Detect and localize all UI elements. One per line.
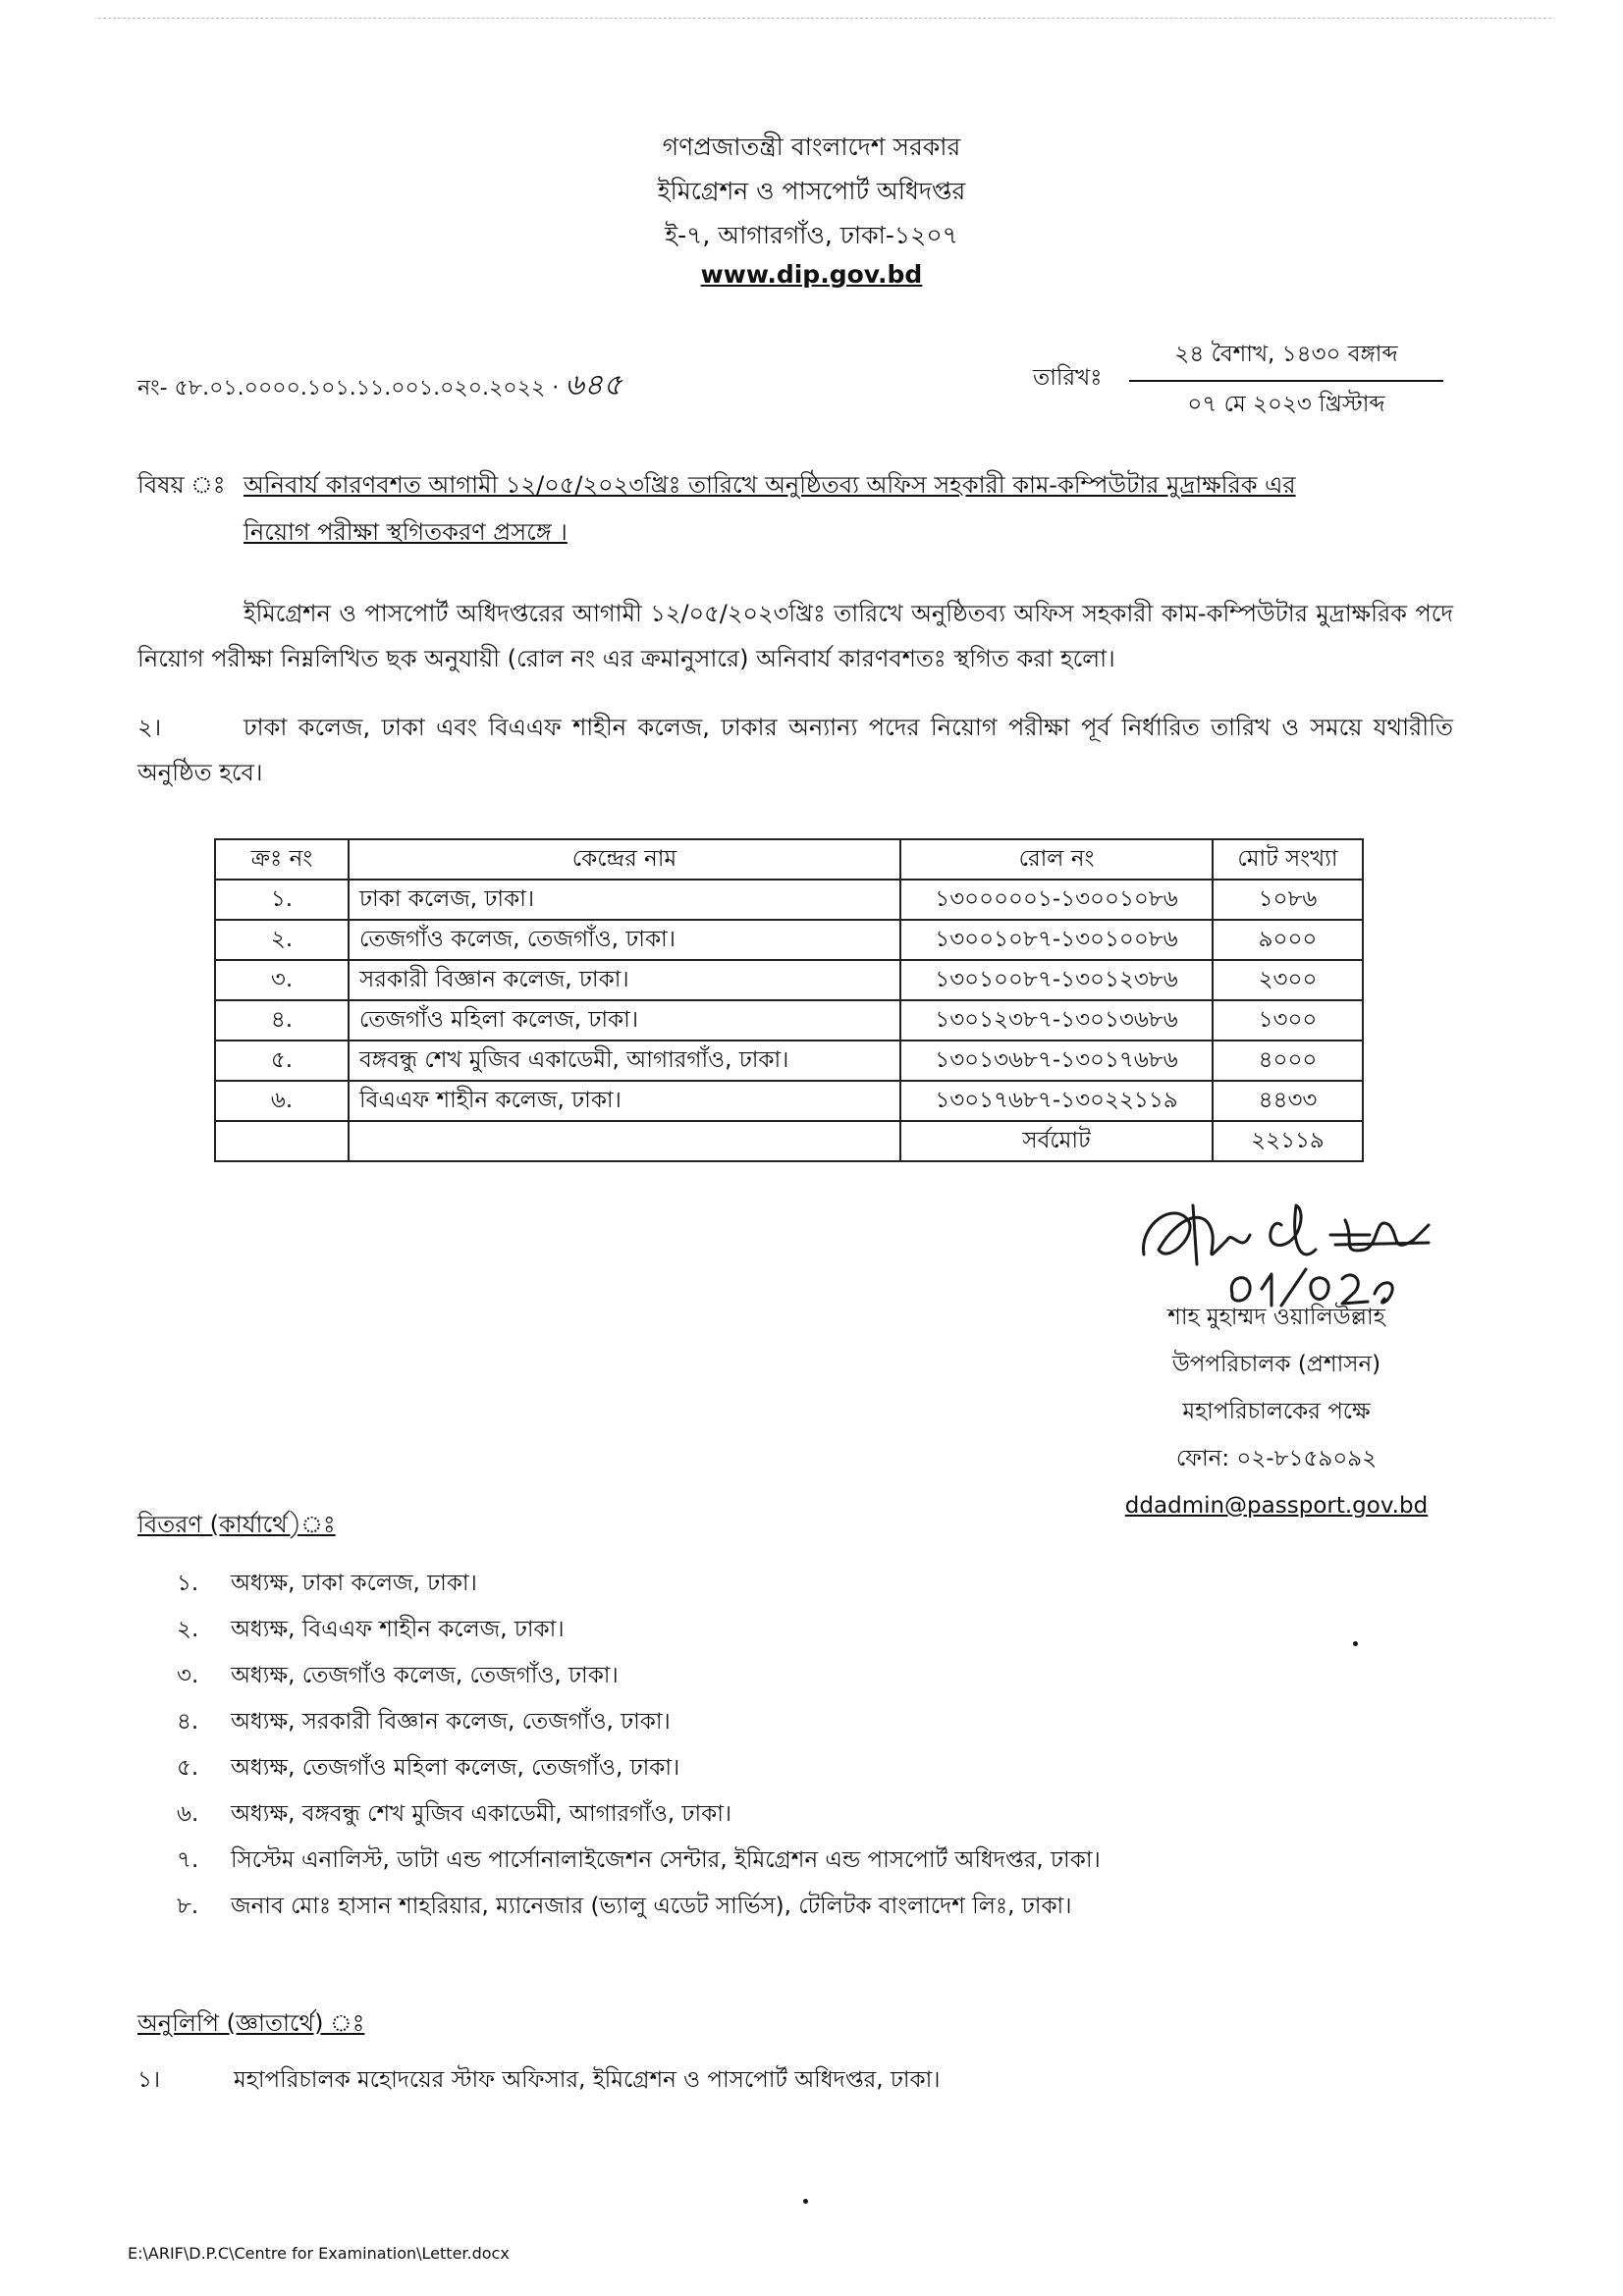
date-bangla: ২৪ বৈশাখ, ১৪৩০ বঙ্গাব্দ: [1174, 342, 1398, 367]
list-item: ১. অধ্যক্ষ, ঢাকা কলেজ, ঢাকা।: [177, 1571, 477, 1596]
cell-center: সরকারী বিজ্ঞান কলেজ, ঢাকা।: [349, 960, 900, 1000]
cell-center: বিএএফ শাহীন কলেজ, ঢাকা।: [349, 1081, 900, 1121]
cell-sl: ৫.: [215, 1041, 349, 1081]
distribution-list: [177, 1561, 1101, 1930]
signatory-designation: উপপরিচালক (প্রশাসন): [1171, 1352, 1381, 1377]
exam-center-table: [214, 838, 1364, 1162]
table-row: [215, 960, 1363, 1000]
memo-handwritten-number: ৬৪৫: [565, 368, 622, 402]
table-row: [215, 1000, 1363, 1041]
cell-total: ১৩০০: [1213, 1000, 1363, 1041]
header-address: ই-৭, আগারগাঁও, ঢাকা-১২০৭: [665, 221, 958, 249]
cell-empty: [215, 1121, 349, 1161]
col-header-center: কেন্দ্রের নাম: [349, 839, 900, 880]
list-item: ৪. অধ্যক্ষ, সরকারী বিজ্ঞান কলেজ, তেজগাঁও, ঢাকা।: [177, 1709, 671, 1735]
signatory-name: শাহ মুহাম্মদ ওয়ালিউল্লাহ: [1167, 1305, 1385, 1330]
copy-item: [137, 2061, 941, 2100]
paragraph-2-text: ঢাকা কলেজ, ঢাকা এবং বিএএফ শাহীন কলেজ, ঢাকার অন্যান্য পদের নিয়োগ পরীক্ষা পূর্ব নির্ধারিত তারিখ ও সময়ে যথারীতি অনুষ্ঠিত হবে।: [137, 714, 1453, 786]
cell-total: ৪০০০: [1213, 1041, 1363, 1081]
cell-total: ৯০০০: [1213, 920, 1363, 960]
cell-center: তেজগাঁও কলেজ, তেজগাঁও, ঢাকা।: [349, 920, 900, 960]
date-label: তারিখঃ: [1033, 365, 1103, 391]
table-row: [215, 920, 1363, 960]
body-paragraph-1: ইমিগ্রেশন ও পাসপোর্ট অধিদপ্তরের আগামী ১২/০৫/২০২৩খ্রিঃ তারিখে অনুষ্ঠিতব্য অফিস সহকারী কাম-কম্পিউটার মুদ্রাক্ষরিক পদে নিয়োগ পরীক্ষা নিম্নলিখিত ছক অনুযায়ী (রোল নং এর ক্রমানুসারে) অনিবার্য কারণবশতঃ স্থগিত করা হলো।: [137, 600, 1453, 672]
signatory-on-behalf: মহাপরিচালকের পক্ষে: [1182, 1399, 1371, 1424]
subject-text-line1: অনিবার্য কারণবশত আগামী ১২/০৫/২০২৩খ্রিঃ তারিখে অনুষ্ঠিতব্য অফিস সহকারী কাম-কম্পিউটার মুদ্রাক্ষরিক এর: [243, 471, 1296, 499]
grand-total-label: সর্বমোট: [900, 1121, 1213, 1161]
subject-block: [137, 461, 1453, 556]
list-item: ৭. সিস্টেম এনালিস্ট, ডাটা এন্ড পার্সোনালাইজেশন সেন্টার, ইমিগ্রেশন এন্ড পাসপোর্ট অধিদপ্তর, ঢাকা।: [177, 1847, 1101, 1873]
grand-total-value: ২২১১৯: [1213, 1121, 1363, 1161]
cell-sl: ৪.: [215, 1000, 349, 1041]
cell-empty: [349, 1121, 900, 1161]
stray-mark: [1353, 1641, 1358, 1646]
cell-roll: ১৩০১২৩৮৭-১৩০১৩৬৮৬: [900, 1000, 1213, 1041]
list-item: ৫. অধ্যক্ষ, তেজগাঁও মহিলা কলেজ, তেজগাঁও, ঢাকা।: [177, 1755, 680, 1781]
stray-mark: [803, 2199, 808, 2204]
cell-roll: ১৩০১৩৬৮৭-১৩০১৭৬৮৬: [900, 1041, 1213, 1081]
date-english: ০৭ মে ২০২৩ খ্রিস্টাব্দ: [1187, 392, 1385, 417]
list-item: ৩. অধ্যক্ষ, তেজগাঁও কলেজ, তেজগাঁও, ঢাকা।: [177, 1663, 619, 1688]
copy-text: মহাপরিচালক মহোদয়ের স্টাফ অফিসার, ইমিগ্রেশন ও পাসপোর্ট অধিদপ্তর, ঢাকা।: [234, 2067, 941, 2093]
cell-roll: ১৩০১৭৬৮৭-১৩০২২১১৯: [900, 1081, 1213, 1121]
signatory-email-link[interactable]: ddadmin@passport.gov.bd: [1124, 1493, 1429, 1519]
memo-number: [137, 361, 622, 411]
cell-center: বঙ্গবন্ধু শেখ মুজিব একাডেমী, আগারগাঁও, ঢাকা।: [349, 1041, 900, 1081]
list-item: ৬. অধ্যক্ষ, বঙ্গবন্ধু শেখ মুজিব একাডেমী, আগারগাঁও, ঢাকা।: [177, 1801, 732, 1827]
list-item: ২. অধ্যক্ষ, বিএএফ শাহীন কলেজ, ঢাকা।: [177, 1617, 565, 1642]
table-header-row: [215, 839, 1363, 880]
table-total-row: [215, 1121, 1363, 1161]
cell-total: ৪৪৩৩: [1213, 1081, 1363, 1121]
website-link[interactable]: www.dip.gov.bd: [700, 260, 923, 289]
memo-number-text: নং- ৫৮.০১.০০০০.১০১.১১.০০১.০২০.২০২২ ·: [137, 376, 560, 400]
cell-total: ২৩০০: [1213, 960, 1363, 1000]
signature-block: [1100, 1294, 1453, 1529]
cell-sl: ২.: [215, 920, 349, 960]
cell-roll: ১৩০০১০৮৭-১৩০১০০৮৬: [900, 920, 1213, 960]
date-divider: [1129, 380, 1443, 382]
cell-sl: ৬.: [215, 1081, 349, 1121]
header-website: [0, 260, 1623, 289]
cell-center: তেজগাঁও মহিলা কলেজ, ঢাকা।: [349, 1000, 900, 1041]
page-top-rule: [98, 18, 1551, 19]
col-header-total: মোট সংখ্যা: [1213, 839, 1363, 880]
cell-center: ঢাকা কলেজ, ঢাকা।: [349, 880, 900, 920]
header-government: গণপ্রজাতন্ত্রী বাংলাদেশ সরকার: [662, 133, 961, 161]
cell-roll: ১৩০০০০০১-১৩০০১০৮৬: [900, 880, 1213, 920]
table-row: [215, 880, 1363, 920]
cell-sl: ৩.: [215, 960, 349, 1000]
subject-text-line2: নিয়োগ পরীক্ষা স্থগিতকরণ প্রসঙ্গে ।: [243, 518, 568, 546]
copy-number: ১।: [137, 2067, 161, 2093]
list-item: ৮. জনাব মোঃ হাসান শাহরিয়ার, ম্যানেজার (ভ্যালু এডেট সার্ভিস), টেলিটক বাংলাদেশ লিঃ, ঢাকা।: [177, 1894, 1072, 1919]
col-header-sl: ক্রঃ নং: [215, 839, 349, 880]
signatory-phone: ফোন: ০২-৮১৫৯০৯২: [1175, 1446, 1378, 1471]
table-row: [215, 1081, 1363, 1121]
date-block: [1129, 336, 1443, 424]
cell-total: ১০৮৬: [1213, 880, 1363, 920]
paragraph-2-number: ২।: [137, 714, 162, 741]
subject-label: বিষয় ঃ: [137, 471, 226, 499]
cell-sl: ১.: [215, 880, 349, 920]
cell-roll: ১৩০১০০৮৭-১৩০১২৩৮৬: [900, 960, 1213, 1000]
header-department: ইমিগ্রেশন ও পাসপোর্ট অধিদপ্তর: [657, 177, 966, 205]
body-paragraph-2: [137, 705, 1453, 795]
col-header-roll: রোল নং: [900, 839, 1213, 880]
distribution-title: বিতরণ (কার্যার্থে)ঃ: [137, 1511, 336, 1538]
footer-filepath: E:\ARIF\D.P.C\Centre for Examination\Letter.docx: [128, 2244, 510, 2263]
copy-title: অনুলিপি (জ্ঞাতার্থে) ঃ: [137, 2009, 365, 2037]
table-row: [215, 1041, 1363, 1081]
